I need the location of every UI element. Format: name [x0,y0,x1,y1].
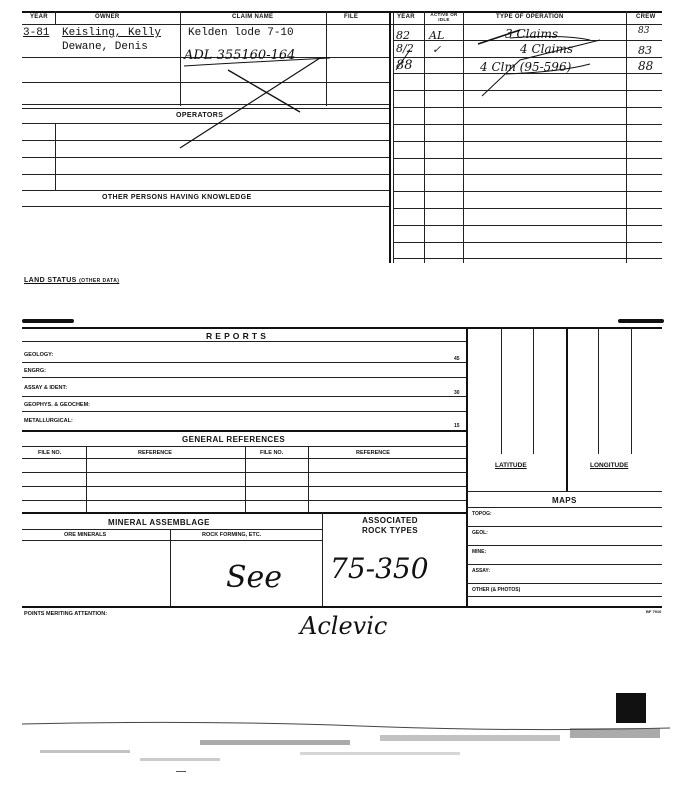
report-engrg: ENGRG: [24,368,46,374]
ref-header-reference-1: REFERENCE [138,450,172,456]
operators-heading: OPERATORS [176,112,224,119]
associated-rock-types-heading: ASSOCIATED ROCK TYPES [361,516,418,535]
maps-assay-label: ASSAY: [472,568,491,574]
ref-header-reference-2: REFERENCE [356,450,390,456]
maps-mine-label: MINE: [472,549,487,555]
record-owner-2: Dewane, Denis [62,41,148,53]
report-assay: ASSAY & IDENT: [24,385,68,391]
handwritten-attention-note: Aclevic [300,612,388,640]
maps-topog-label: TOPOG: [472,511,492,517]
report-mark-45: 45 [454,356,460,362]
col-header-active-idle: ACTIVE OR IDLE [430,12,458,22]
ref-header-file-no-2: FILE NO. [260,450,284,456]
latitude-label: LATITUDE [495,462,527,469]
activity-crew-3: 88 [638,59,654,73]
rock-forming-label: ROCK FORMING, ETC. [202,532,262,538]
activity-operation-1: 3 Claims [505,27,558,41]
record-owner-1: Keisling, Kelly [62,27,162,39]
report-mark-30: 30 [454,390,460,396]
longitude-label: LONGITUDE [590,462,629,469]
col-header-type-of-operation: TYPE OF OPERATION [496,14,564,20]
ref-header-file-no-1: FILE NO. [38,450,62,456]
activity-year-1: 82 [396,29,410,42]
land-status-label: LAND STATUS [24,277,77,284]
col-header-year-2: YEAR [397,14,415,20]
reports-heading: R E P O R T S [206,331,267,341]
other-persons-heading: OTHER PERSONS HAVING KNOWLEDGE [102,194,252,201]
land-status-sub: (OTHER DATA) [79,278,120,284]
activity-year-2: 8/2 [396,42,414,55]
col-header-claim-name: CLAIM NAME [232,14,274,20]
maps-heading: MAPS [552,496,577,505]
col-header-crew: CREW [636,14,656,20]
activity-status-1: AL [429,29,445,42]
activity-crew-1: 83 [638,26,650,36]
activity-status-2: ✓ [432,43,442,56]
record-year: 3-81 [23,27,50,39]
general-references-heading: GENERAL REFERENCES [182,435,286,444]
points-meriting-label: POINTS MERITING ATTENTION: [24,611,108,617]
maps-geol-label: GEOL: [472,530,488,536]
report-geophys: GEOPHYS. & GEOCHEM: [24,402,91,408]
handwritten-see: See [226,560,283,595]
activity-year-3: 88 [396,58,413,73]
record-claim-name: Kelden lode 7-10 [188,27,294,39]
report-metallurgical: METALLURGICAL: [24,418,73,424]
form-number: BF 7910 [646,609,662,614]
maps-other-label: OTHER (& PHOTOS) [472,587,521,593]
report-geology: GEOLOGY: [24,352,54,358]
activity-operation-2: 4 Claims [520,42,573,56]
handwritten-ref-number: 75-350 [330,552,429,585]
report-mark-15: 15 [454,423,460,429]
mineral-assemblage-heading: MINERAL ASSEMBLAGE [108,518,210,527]
activity-operation-3: 4 Clm (95-596) [480,60,572,74]
record-claim-note: ADL 355160-164 [184,48,296,63]
activity-crew-2: 83 [638,44,652,57]
col-header-file: FILE [344,14,359,20]
col-header-owner: OWNER [95,14,120,20]
ore-minerals-label: ORE MINERALS [64,532,107,538]
col-header-year: YEAR [30,14,48,20]
